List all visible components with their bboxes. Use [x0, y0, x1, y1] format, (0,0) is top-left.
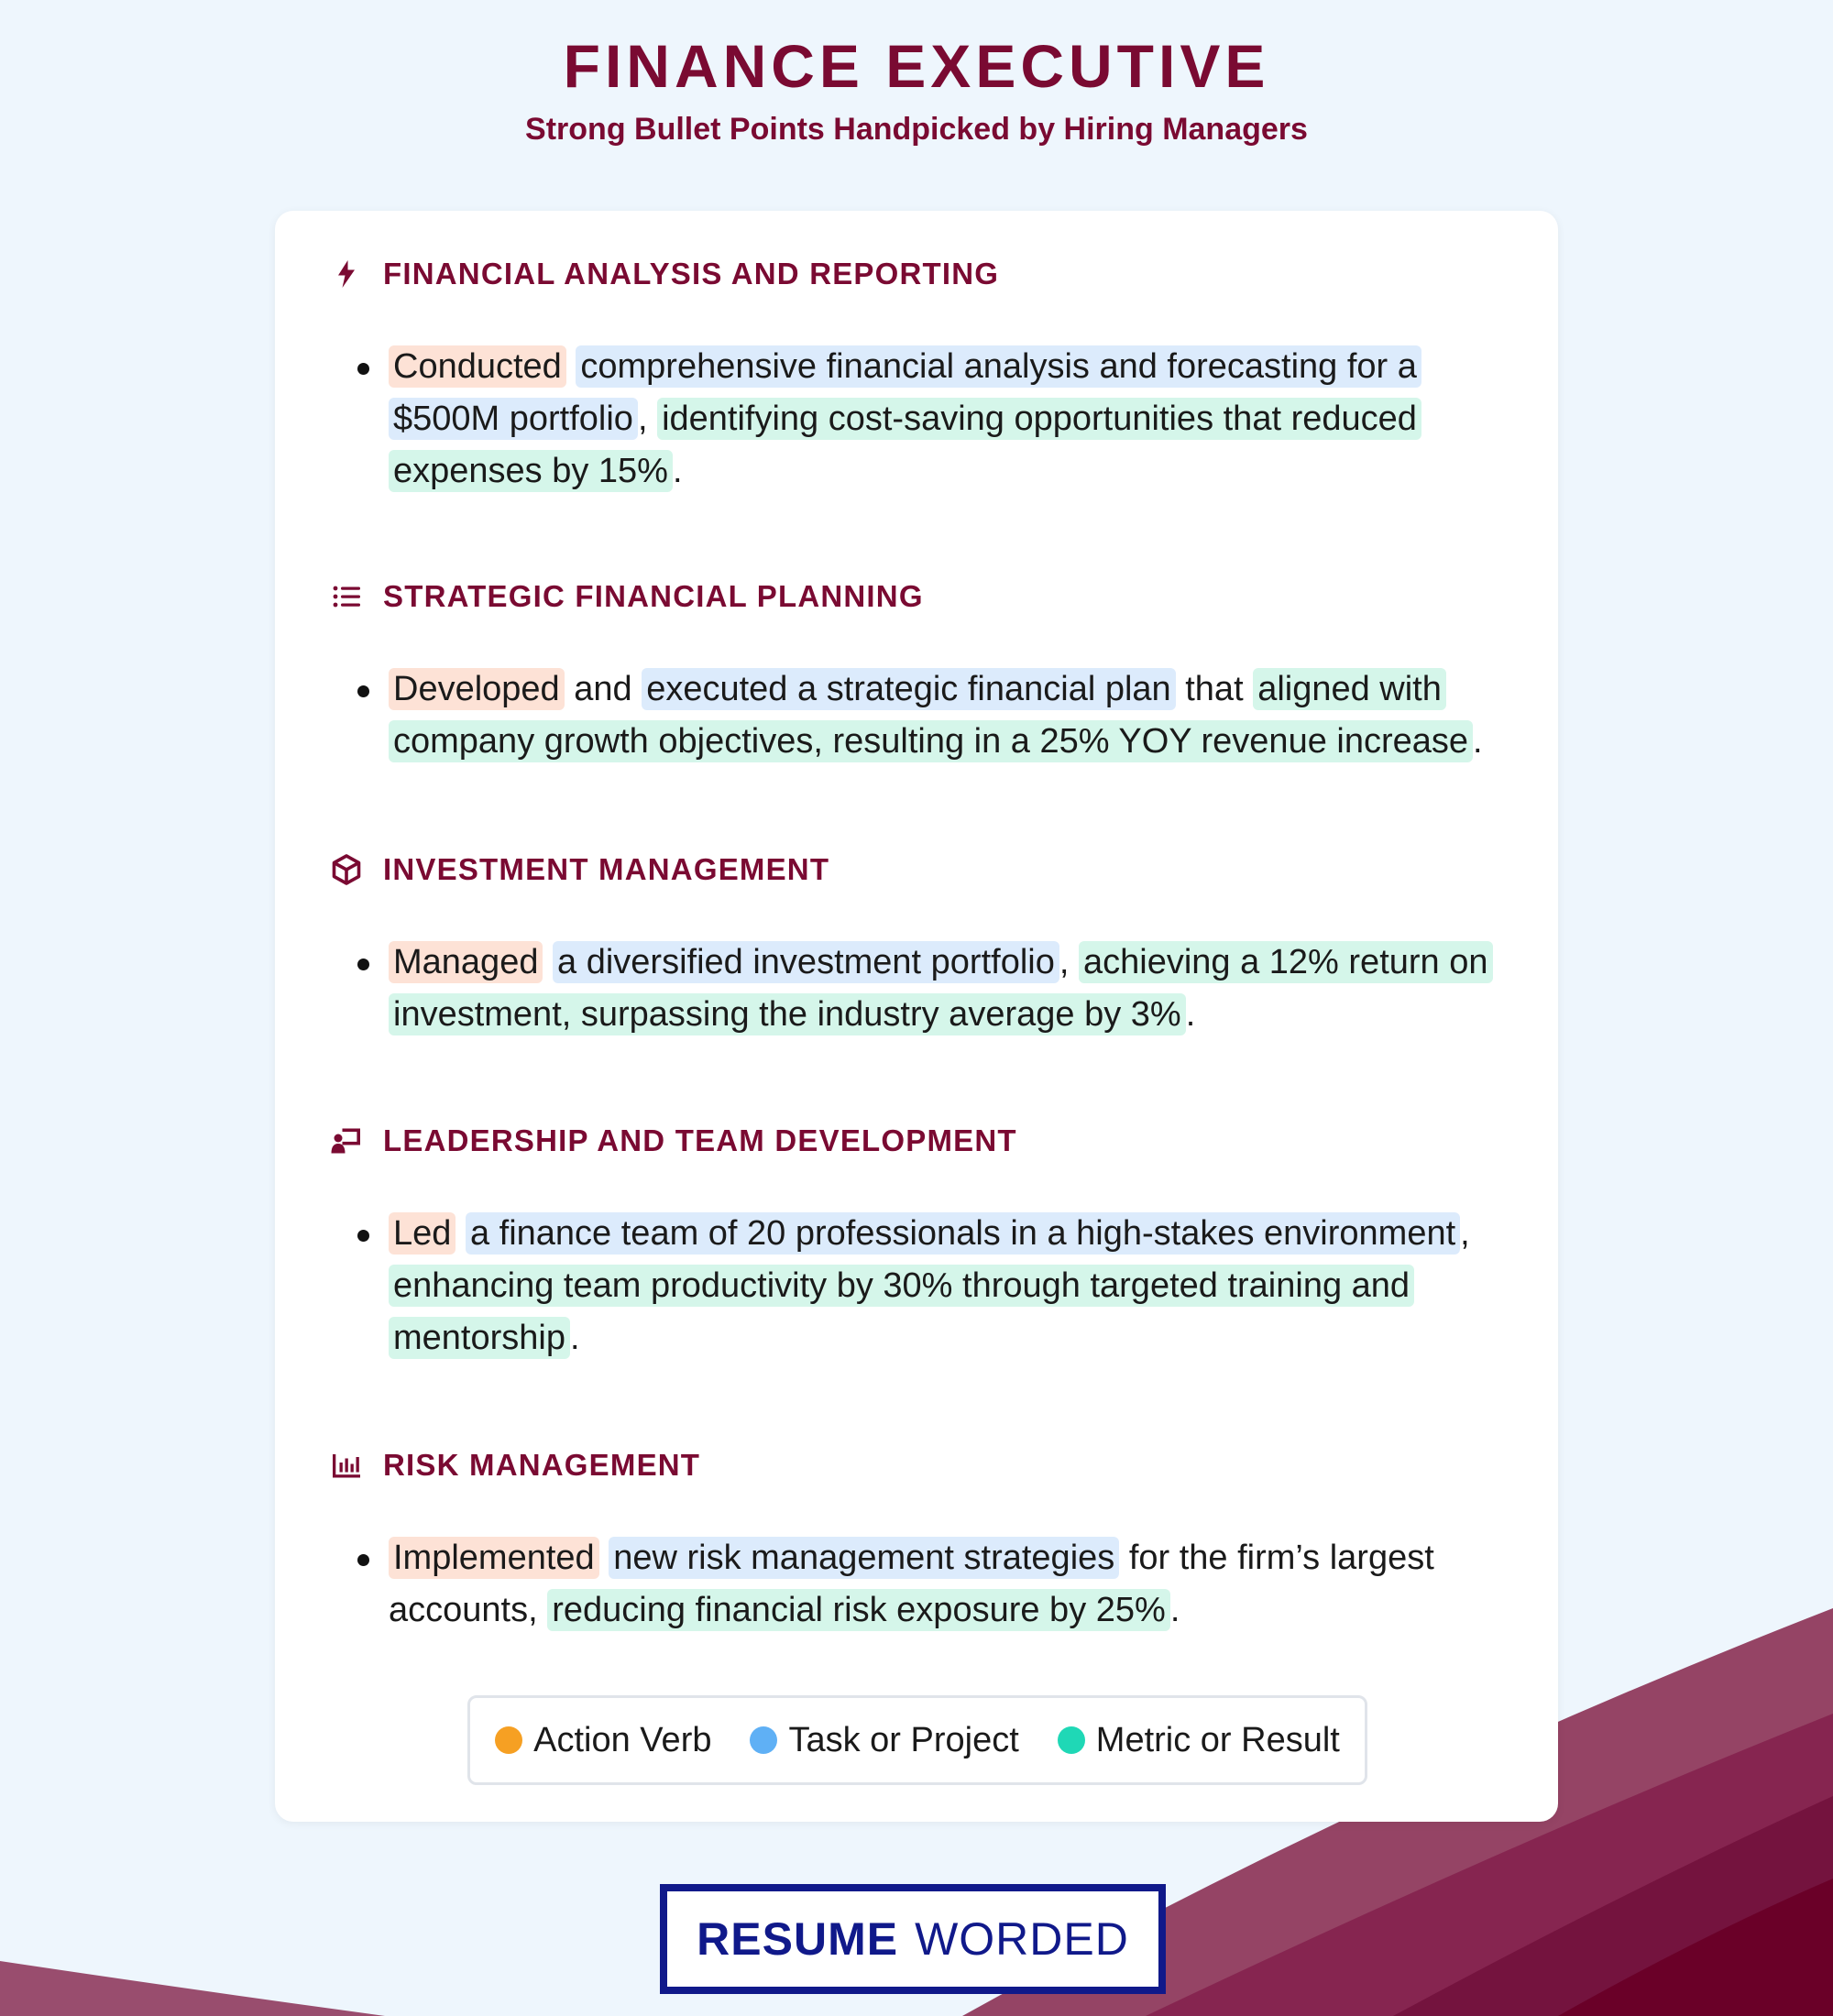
- page-header: [0, 27, 1833, 148]
- logo-light-text: WORDED: [915, 1913, 1129, 1965]
- metric-highlight: achieving a 12% return on investment, surpassing the industry average by 3%: [389, 941, 1493, 1035]
- bullet-item: [328, 1532, 1520, 1637]
- bullet-text: [389, 1537, 1434, 1631]
- cube-icon: [328, 851, 365, 888]
- bullet-dot: [357, 685, 369, 697]
- legend-label: Task or Project: [788, 1720, 1019, 1759]
- plain-text: [543, 943, 553, 981]
- plain-text: [456, 1214, 466, 1253]
- task-highlight: a diversified investment portfolio: [553, 941, 1059, 983]
- section-strategic-planning: [328, 574, 1520, 768]
- bullet-item: [328, 663, 1520, 768]
- action-verb-highlight: Conducted: [389, 345, 566, 388]
- section-risk-management: [328, 1442, 1520, 1637]
- legend-dot: [495, 1726, 522, 1754]
- page-subtitle: Strong Bullet Points Handpicked by Hiring Managers: [525, 112, 1308, 147]
- legend-item-task-or-project: [750, 1721, 1018, 1760]
- logo-bold-text: RESUME: [697, 1913, 899, 1965]
- task-highlight: a finance team of 20 professionals in a high-stakes environment: [466, 1212, 1460, 1255]
- list-icon: [328, 578, 365, 615]
- bar-chart-icon: [328, 1447, 365, 1484]
- section-title: STRATEGIC FINANCIAL PLANNING: [383, 579, 924, 613]
- action-verb-highlight: Led: [389, 1212, 456, 1255]
- section-leadership: [328, 1118, 1520, 1364]
- resume-worded-logo[interactable]: [660, 1884, 1166, 1994]
- plain-text: for the firm’s largest accounts,: [389, 1539, 1434, 1629]
- bullet-item: [328, 937, 1520, 1041]
- bullet-item: [328, 341, 1520, 498]
- plain-text: .: [672, 452, 683, 490]
- legend-dot: [750, 1726, 777, 1754]
- bullet-dot: [357, 1230, 369, 1242]
- plain-text: that: [1175, 670, 1254, 708]
- task-highlight: new risk management strategies: [609, 1537, 1119, 1579]
- legend-label: Metric or Result: [1095, 1720, 1340, 1759]
- action-verb-highlight: Managed: [389, 941, 543, 983]
- metric-highlight: aligned with company growth objectives, resulting in a 25% YOY revenue increase: [389, 668, 1473, 762]
- bullet-dot: [357, 363, 369, 375]
- plain-text: and: [564, 670, 642, 708]
- section-title: INVESTMENT MANAGEMENT: [383, 852, 830, 886]
- metric-highlight: identifying cost-saving opportunities that reduced expenses by 15%: [389, 398, 1421, 492]
- section-title: LEADERSHIP AND TEAM DEVELOPMENT: [383, 1123, 1017, 1157]
- legend-dot: [1058, 1726, 1085, 1754]
- plain-text: .: [1169, 1591, 1180, 1629]
- section-investment-management: [328, 847, 1520, 1041]
- page-title: FINANCE EXECUTIVE: [563, 32, 1270, 100]
- plain-text: ,: [1460, 1214, 1470, 1253]
- task-highlight: comprehensive financial analysis and forecasting for a $500M portfolio: [389, 345, 1421, 440]
- presenter-board-icon: [328, 1123, 365, 1159]
- action-verb-highlight: Developed: [389, 668, 565, 710]
- plain-text: ,: [637, 400, 658, 438]
- section-financial-analysis: [328, 251, 1520, 498]
- section-title: FINANCIAL ANALYSIS AND REPORTING: [383, 257, 1000, 290]
- legend-label: Action Verb: [533, 1720, 712, 1759]
- lightning-bolt-icon: [328, 256, 365, 292]
- plain-text: .: [1473, 722, 1483, 761]
- legend-item-metric-or-result: [1058, 1721, 1340, 1760]
- task-highlight: executed a strategic financial plan: [642, 668, 1175, 710]
- bullet-dot: [357, 959, 369, 970]
- highlight-legend: [467, 1695, 1367, 1785]
- plain-text: .: [569, 1319, 580, 1357]
- metric-highlight: reducing financial risk exposure by 25%: [547, 1589, 1170, 1631]
- plain-text: ,: [1059, 943, 1079, 981]
- bullet-text: [389, 345, 1421, 492]
- plain-text: [599, 1539, 609, 1577]
- plain-text: .: [1185, 995, 1196, 1034]
- action-verb-highlight: Implemented: [389, 1537, 599, 1579]
- bullet-text: [389, 668, 1483, 762]
- legend-item-action-verb: [495, 1721, 711, 1760]
- bullet-points-card: [275, 211, 1558, 1822]
- bullet-text: [389, 1212, 1470, 1359]
- plain-text: [566, 347, 576, 386]
- bullet-text: [389, 941, 1493, 1035]
- section-title: RISK MANAGEMENT: [383, 1448, 701, 1482]
- bullet-item: [328, 1208, 1520, 1364]
- bullet-dot: [357, 1554, 369, 1566]
- metric-highlight: enhancing team productivity by 30% through targeted training and mentorship: [389, 1265, 1414, 1359]
